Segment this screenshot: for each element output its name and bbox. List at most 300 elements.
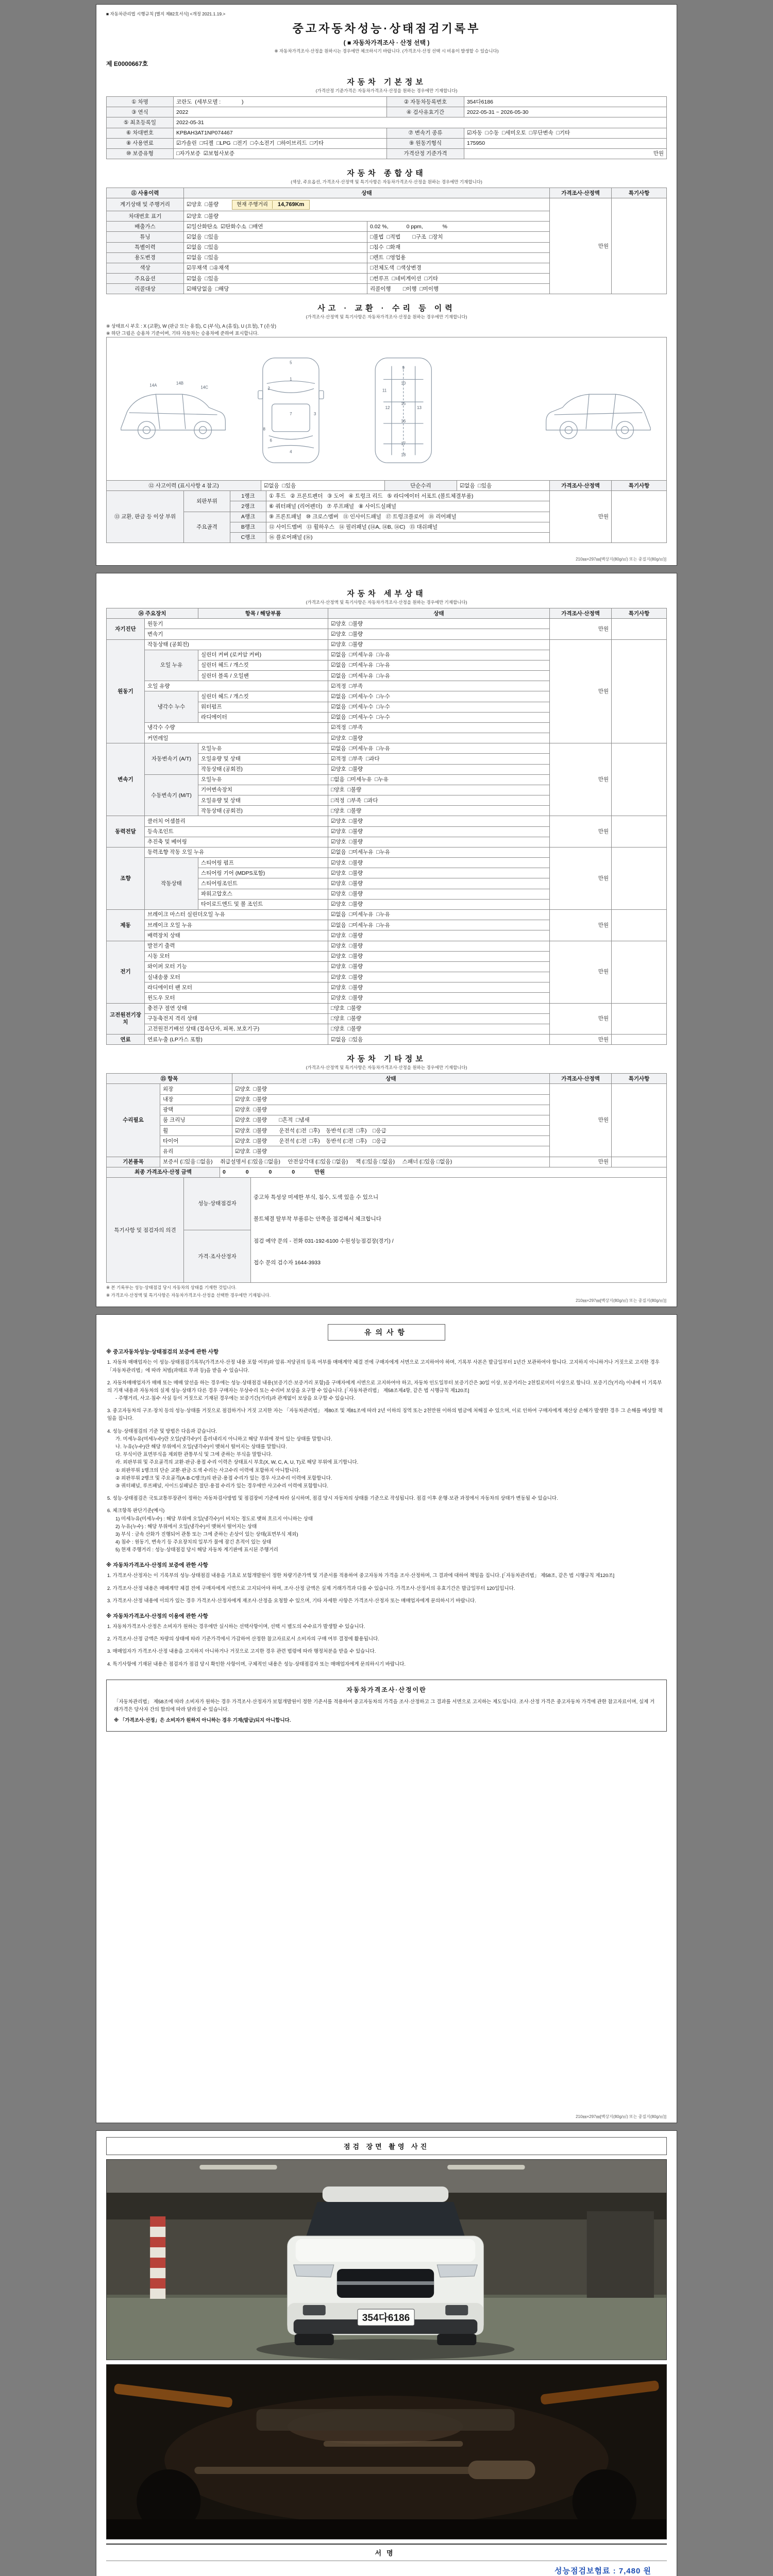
price-amount: 만원 (550, 816, 612, 848)
status-checkbox-group: ☑없음 □미세누유 □누유 (328, 743, 550, 754)
column-header: ⑮ 항목 (107, 1074, 232, 1084)
item-label: 오일누유 (198, 743, 328, 754)
opinion-label: 특기사항 및 점검자의 의견 (107, 1177, 184, 1282)
field-value: 175950 (464, 138, 667, 148)
status-checkbox-group: ☑양호 □불량 (328, 982, 550, 993)
page-note: ※ 본 기록부는 성능·상태점검 당시 자동차의 상태를 기재한 것입니다. (106, 1285, 237, 1291)
opinion-line: 볼트체결 탈부착 부품류는 안쪽을 점검해서 체크합니다 (254, 1216, 381, 1223)
notice-item: 2. 자동차매매업자가 매매 또는 매매 알선을 하는 경우에는 성능·상태점검 내용(보증기간·보증거리 포함)을 구매자에게 서면으로 고지하여야 하고, 자동차 인도일부터 보증기간은 30일 이상, 보증거리는 2천킬로미터 이상으로 합니다. 보증기간(거리) 이내에 이 기록부의 기재 내용과 자동차의 실제 성능·상태가 다른 경우 구매자는 무상수리 또는 수리비 보상을 요구할 수 있습니다. [「자동차관리법」 제58조제4항, 같은 법 시행규칙 제120조] - 주행거리, 사고·침수 사실 등이 거짓으로 기재된 경우에는 보증기간(거리)과 관계없이 보상을 요구할 수 있습니다. (107, 1380, 662, 1402)
status-checkbox-group: ☑양호 □불량 (328, 629, 550, 639)
table-header-row (107, 608, 667, 619)
inspection-photo-underbody (106, 2364, 667, 2539)
notice-item: 4. 성능·상태점검의 기준 및 방법은 다음과 같습니다. 가. 미세누유(미세누수)란 오일(냉각수)이 흘러내리지 아니하고 해당 부위에 젖어 있는 상태를 말합니다. 나. 누유(누수)란 해당 부위에서 오일(냉각수)이 맺혀서 떨어지는 상태를 말합니다. 다. 부식이란 표면부식을 제외한 관통부식 및 그에 준하는 부식을 말합니다. 라. 외판부위 및 주요골격의 교환·판금·용접 수리 이력은 상태표시 부호(X, W, C, A, U, T)로 해당 부위에 표기합니다. ① 외판부위 1랭크의 단순 교환·판금·도색 수리는 사고수리 이력에 포함하지 아니합니다. ② 외판부위 2랭크 및 주요골격(A·B·C랭크)의 판금·용접 수리가 있는 경우 사고수리 이력에 포함합니다. ③ 쿼터패널, 루프패널, 사이드실패널은 절단·용접 수리가 있는 경우에만 사고수리 이력에 포함합니다. (107, 1428, 359, 1489)
item-label: 작동상태 (공회전) (198, 806, 328, 816)
item-label: 배출가스 (107, 222, 184, 232)
detail-row (107, 743, 667, 754)
detail-section-note: (가격조사·산정액 및 특기사항은 자동차가격조사·산정을 원하는 경우에만 기재합니다) (306, 600, 467, 605)
item-label: 윈도우 모터 (145, 993, 328, 1003)
car-side-view-right (546, 395, 650, 439)
final-price-unit: 만원 (314, 1169, 325, 1176)
table-row (107, 97, 667, 107)
status-checkbox-group: ☑없음 □미세누유 □누유 (328, 909, 550, 920)
table-row (107, 1177, 667, 1230)
notice-item: 5. 성능·상태점검은 국토교통부장관이 정하는 자동차검사방법 및 점검장비 기준에 따라 실시하며, 점검 당시 자동차의 상태를 기준으로 작성됩니다. 점검 이후 운행·보관 과정에서 자동차의 상태가 변동될 수 있습니다. (107, 1496, 558, 1502)
item-label: 작동상태 (공회전) (198, 764, 328, 774)
page-3 (96, 1314, 677, 2123)
notice-item: 6. 체크항목 판단기준(예시) 1) 미세누유(미세누수) : 해당 부위에 오일(냉각수)이 비치는 정도로 맺혀 흐르지 아니하는 상태 2) 누유(누수) : 해당 부위에서 오일(냉각수)이 맺혀서 떨어지는 상태 3) 부식 : 금속 산화가 진행되어 관통 또는 그에 준하는 손상이 있는 상태(표면부식 제외) 4) 침수 : 원동기, 변속기 등 주요장치의 일부가 물에 잠긴 흔적이 있는 상태 5) 현재 주행거리 : 성능·상태점검 당시 해당 자동차 계기판에 표시된 주행거리 (107, 1508, 313, 1553)
mileage-value: 14,769Km (277, 201, 305, 208)
detail-row (107, 1035, 667, 1045)
price-amount: 만원 (550, 619, 612, 639)
group-label: 기본품목 (107, 1157, 160, 1167)
item-label: 와이퍼 모터 기능 (145, 961, 328, 972)
item-label: 스티어링조인트 (198, 878, 328, 889)
field-label: ⑧ 사용연료 (107, 138, 174, 148)
item-label: 튜닝 (107, 232, 184, 242)
checkbox-group: □불법 □적법 □구조 □장치 (367, 232, 550, 242)
column-header: 가격조사·산정액 (550, 608, 612, 619)
signature-section (106, 2544, 667, 2561)
status-checkbox-group: ☑양호 □불량 (328, 961, 550, 972)
diagram-part-number: 6 (270, 438, 272, 443)
field-label: ③ 연식 (107, 107, 174, 117)
detail-status-table (106, 608, 667, 1045)
mileage-label: 현재 주행거리 (232, 201, 273, 209)
sub-label: 수동변속기 (M/T) (145, 774, 198, 816)
field-label: ⑩ 보증유형 (107, 148, 174, 159)
checkbox-group: ☑없음 □있음 (184, 274, 367, 284)
note-cell (612, 639, 667, 743)
note-cell (612, 816, 667, 848)
field-value: 2022-05-31 (174, 117, 667, 128)
diagram-legend: ※ 하단 그림은 승용차 기준이며, 기타 자동차는 승용차에 준하여 표시합니다. (106, 331, 259, 336)
accident-section-note: (가격조사·산정액 및 특기사항은 자동차가격조사·산정을 원하는 경우에만 기재합니다) (306, 314, 467, 320)
overall-section-note: (색상, 주요옵션, 가격조사·산정액 및 특기사항은 자동차가격조사·산정을 원하는 경우에만 기재합니다) (291, 179, 482, 185)
item-label: 라디에이터 팬 모터 (145, 982, 328, 993)
note-cell (612, 619, 667, 639)
status-checkbox-group: ☑양호 □불량 (328, 816, 550, 826)
column-header: 가격조사·산정액 (550, 481, 612, 491)
price-amount: 만원 (550, 1035, 612, 1045)
checkbox-group: ☑양호 □불량 (187, 201, 219, 208)
diagram-part-number: 15 (401, 401, 406, 406)
group-label: 제동 (107, 909, 145, 941)
status-code-legend: ※ 상태표시 부호 : X (교환), W (판금 또는 용접), C (부식), A (흠집), U (요철), T (손상) (106, 324, 276, 329)
accident-rank-table (106, 490, 667, 543)
fee-value: 7,480 원 (618, 2567, 651, 2576)
note-cell (612, 198, 667, 294)
signature-title: 서명 (375, 2549, 398, 2557)
field-label: ⑦ 변속기 종류 (387, 128, 464, 138)
notice-section-title: ※ 자동차가격조사·산정의 이용에 관한 사항 (106, 1613, 208, 1620)
checkbox-group: ☑없음 □있음 (457, 481, 550, 491)
item-label: 워터펌프 (198, 702, 328, 712)
checkbox-group: □렌트 □영업용 (367, 252, 550, 263)
item-label: 기어변속장치 (198, 785, 328, 795)
item-label: 유리 (160, 1146, 232, 1157)
item-label: 파워고압호스 (198, 889, 328, 899)
status-checkbox-group: ☑양호 □불량 (232, 1084, 550, 1094)
sub-label: 오일 누유 (145, 650, 198, 681)
notice-title-bar (106, 1324, 667, 1341)
status-checkbox-group: ☑양호 □불량 (232, 1094, 550, 1105)
column-header: 상태 (328, 608, 550, 619)
notice-section-title: ※ 중고자동차성능·상태점검의 보증에 관한 사항 (106, 1349, 219, 1355)
item-label: 시동 모터 (145, 951, 328, 961)
field-label: ⑥ 차대번호 (107, 128, 174, 138)
notice-item: 3. 중고자동차의 구조·장치 등의 성능·상태를 거짓으로 점검하거나 거짓 고지한 자는 「자동차관리법」 제80조 및 제81조에 따라 2년 이하의 징역 또는 2천만원 이하의 벌금에 처해질 수 있으며, 이로 인하여 구매자에게 재산상 손해가 발생한 경우 그 손해를 배상할 책임을 집니다. (107, 1408, 663, 1422)
status-checkbox-group: ☑양호 □불량 (328, 639, 550, 650)
car-bottom-view (375, 358, 431, 463)
part-list: ⑯ 플로어패널 (⑯) (266, 532, 550, 543)
item-label: 보증서 (□있음 □없음) 취급설명서 (□있음 □없음) 안전삼각대 (□있음 □없음) 잭 (□있음 □없음) 스패너 (□있음 □없음) (160, 1157, 550, 1167)
price-amount: 만원 (550, 743, 612, 816)
etc-section-title: 자동차 기타정보 (347, 1055, 426, 1064)
item-label: 충전구 절연 상태 (145, 1003, 328, 1013)
price-amount: 만원 (550, 909, 612, 941)
insurance-fee (554, 2567, 651, 2575)
detail-row (107, 816, 667, 826)
status-checkbox-group: ☑양호 □불량 (328, 826, 550, 837)
item-label: 용도변경 (107, 252, 184, 263)
price-amount: 만원 (464, 148, 667, 159)
diagram-part-number: 14A (149, 383, 157, 388)
notice-item: 3. 매매업자가 가격조사·산정 내용을 고지하지 아니하거나 거짓으로 고지한 경우 관련 법령에 따라 행정처분을 받을 수 있습니다. (107, 1649, 376, 1655)
field-value: 354다6186 (464, 97, 667, 107)
note-cell (612, 1157, 667, 1167)
price-amount: 만원 (550, 1157, 612, 1167)
diagram-part-number: 2 (267, 386, 270, 391)
item-label: 실린더 블록 / 오일팬 (198, 671, 328, 681)
checkbox-group: ☑없음 □있음 (261, 481, 385, 491)
rank-label: 2랭크 (230, 501, 266, 512)
field-value: KPBAH3AT1NP074467 (174, 128, 387, 138)
part-list: ⑨ 프론트패널 ⑩ 크로스멤버 ⑪ 인사이드패널 ⑰ 트렁크플로어 ⑱ 리어패널 (266, 512, 550, 522)
column-header: 상태 (232, 1074, 550, 1084)
page-2 (96, 573, 677, 1307)
status-checkbox-group: ☑양호 □불량 (328, 837, 550, 847)
item-label: 스티어링 기어 (MDPS포함) (198, 868, 328, 878)
group-label: 주요골격 (184, 512, 230, 543)
sub-label: 냉각수 누수 (145, 691, 198, 723)
paper-spec: 210㎜×297㎜[백상지(80g/㎡) 또는 중질지(80g/㎡)] (576, 1298, 666, 1303)
group-label: 연료 (107, 1035, 145, 1045)
field-label: ② 자동차등록번호 (387, 97, 464, 107)
item-label: 브레이크 마스터 실린더오일 누유 (145, 909, 328, 920)
status-checkbox-group: □양호 □불량 (328, 1013, 550, 1024)
status-checkbox-group: ☑없음 □미세누유 □누유 (328, 847, 550, 857)
checkbox-group: □전체도색 □색상변경 (367, 263, 550, 273)
item-label: 스티어링 펌프 (198, 858, 328, 868)
status-checkbox-group: ☑양호 □불량 (328, 878, 550, 889)
diagram-part-number: 11 (382, 388, 387, 393)
diagram-part-number: 5 (290, 360, 292, 365)
overall-status-table (106, 188, 667, 294)
status-checkbox-group: ☑없음 □있음 (328, 1035, 550, 1045)
notice-item: 2. 가격조사·산정 금액은 차량의 상태에 따라 기준가격에서 가감하여 산정한 참고자료로서 소비자의 구매 여부 결정에 활용됩니다. (107, 1636, 379, 1642)
accident-history-table (106, 480, 667, 491)
opinion-table (106, 1177, 667, 1283)
item-label: 주요옵션 (107, 274, 184, 284)
sub-label: 작동상태 (145, 858, 198, 910)
status-checkbox-group: ☑양호 □불량 (328, 733, 550, 743)
inspection-photo-underbody-svg (107, 2365, 666, 2539)
paper-spec: 210㎜×297㎜[백상지(80g/㎡) 또는 중질지(80g/㎡)] (576, 2114, 666, 2120)
license-plate: 354다6186 (362, 2313, 410, 2324)
item-label: 내장 (160, 1094, 232, 1105)
note-cell (612, 847, 667, 909)
note-cell (612, 1035, 667, 1045)
notice-item: 1. 자동차 매매업자는 이 성능·상태점검기록부(가격조사·산정 내용 포함 여부)와 압류·저당권의 등록 여부를 매매계약 체결 전에 구매자에게 서면으로 고지하여야 하며, 기록부 사본은 발급일부터 1년간 보관하여야 합니다. 고지하지 아니하거나 거짓으로 고지한 경우 「자동차관리법」에 따라 처벌(과태료 부과 등)을 받을 수 있습니다. (107, 1360, 660, 1374)
appraiser-role-label: 가격·조사산정자 (184, 1230, 251, 1283)
table-row (107, 1167, 667, 1177)
status-checkbox-group: ☑양호 □불량 (328, 889, 550, 899)
detail-row (107, 847, 667, 857)
column-header: 항목 / 해당부품 (198, 608, 328, 619)
diagram-part-number: 17 (401, 441, 406, 446)
diagram-part-number: 1 (290, 377, 292, 382)
striped-pillar (150, 2216, 165, 2299)
document-number: 제 E0000667호 (106, 60, 148, 67)
status-checkbox-group: ☑양호 □불량 (328, 619, 550, 629)
item-label: 실린더 헤드 / 개스킷 (198, 660, 328, 670)
status-checkbox-group: ☑적정 □부족 □과다 (328, 754, 550, 764)
item-label: 광택 (160, 1105, 232, 1115)
field-value: 코란도 (세부모델 : ) (174, 97, 387, 107)
inspector-opinion (251, 1177, 667, 1282)
status-checkbox-group: ☑양호 □불량 (328, 993, 550, 1003)
item-label: 타이어 (160, 1136, 232, 1146)
inspector-role-label: 성능·상태점검자 (184, 1177, 251, 1230)
diagram-part-number: 10 (401, 381, 406, 386)
notice-section-title: ※ 자동차가격조사·산정의 보증에 관한 사항 (106, 1562, 208, 1569)
status-checkbox-group: ☑적정 □부족 (328, 722, 550, 733)
group-label: 원동기 (107, 639, 145, 743)
rank-label: A랭크 (230, 512, 266, 522)
etc-section-note: (가격조사·산정액 및 특기사항은 자동차가격조사·산정을 원하는 경우에만 기재합니다) (306, 1065, 467, 1071)
status-checkbox-group: ☑없음 □미세누수 □누수 (328, 702, 550, 712)
rank-label: 1랭크 (230, 491, 266, 501)
accident-diagram-table (106, 337, 667, 481)
diagram-part-number: 8 (263, 427, 265, 432)
checkbox-group: ☑자동 □수동 □세미오토 □무단변속 □기타 (464, 128, 667, 138)
group-label: 변속기 (107, 743, 145, 816)
table-row (107, 138, 667, 148)
item-label: 휠 (160, 1126, 232, 1136)
notice-item: 1. 자동차가격조사·산정은 소비자가 원하는 경우에만 실시하는 선택사항이며, 선택 시 별도의 수수료가 발생할 수 있습니다. (107, 1624, 365, 1630)
status-checkbox-group: ☑양호 □불량 (328, 899, 550, 909)
status-checkbox-group: ☑양호 □불량 (328, 951, 550, 961)
final-price-label: 최종 가격조사·산정 금액 (107, 1167, 220, 1177)
sub-label: 자동변속기 (A/T) (145, 743, 198, 775)
checkbox-group: □자가보증 ☑보험사보증 (174, 148, 387, 159)
etc-row (107, 1157, 667, 1167)
inspection-photo-front-svg (107, 2160, 666, 2360)
column-header: 가격조사·산정액 (550, 1074, 612, 1084)
detail-row (107, 909, 667, 920)
notice-list-3 (106, 1623, 667, 1668)
status-checkbox-group: □없음 □미세누유 □누유 (328, 774, 550, 785)
car-top-view (258, 358, 324, 463)
table-row (107, 107, 667, 117)
etc-row (107, 1084, 667, 1094)
detail-section-title: 자동차 세부상태 (347, 589, 426, 598)
rank-label: B랭크 (230, 522, 266, 532)
field-value: 2022-05-31 ~ 2026-05-30 (464, 107, 667, 117)
detail-row (107, 619, 667, 629)
checkbox-group: ☑해당없음 □해당 (184, 284, 367, 294)
table-row (107, 198, 667, 211)
checkbox-group: ☑무채색 □유채색 (184, 263, 367, 273)
item-label: 연료누출 (LP가스 포함) (145, 1035, 328, 1045)
note-cell (612, 909, 667, 941)
notice-item: 3. 가격조사·산정 내용에 이의가 있는 경우 가격조사·산정자에게 재조사·산정을 요청할 수 있으며, 기타 자세한 사항은 가격조사·산정자 또는 매매업자에게 문의하시기 바랍니다. (107, 1598, 476, 1604)
checkbox-group: ☑양호 □불량 (184, 211, 550, 222)
diagram-part-number: 9 (402, 365, 405, 370)
etc-tbody (107, 1084, 667, 1167)
current-mileage-box (232, 200, 310, 210)
photo-title-text: 점검 장면 촬영 사진 (343, 2143, 430, 2151)
notice-item: 1. 가격조사·산정자는 이 기록부의 성능·상태점검 내용을 기초로 보험개발원이 정한 차량기준가액 및 기준서를 적용하여 중고자동차 가격을 조사·산정하며, 그 결과에 대하여 책임을 집니다. [「자동차관리법」 제58조, 같은 법 시행규칙 제120조] (107, 1573, 615, 1579)
group-label: 고전원전기장치 (107, 1003, 145, 1035)
status-checkbox-group: □적정 □부족 □과다 (328, 795, 550, 806)
checkbox-group: 리콜이행 □이행 □미이행 (367, 284, 550, 294)
price-amount: 만원 (550, 941, 612, 1003)
field-label: ⑨ 원동기형식 (387, 138, 464, 148)
price-amount: 만원 (550, 847, 612, 909)
photo-section-title (106, 2137, 667, 2155)
price-amount: 만원 (550, 1084, 612, 1157)
car-diagram-svg (109, 353, 664, 469)
diagram-part-number: 4 (290, 449, 292, 454)
group-label: 자기진단 (107, 619, 145, 639)
column-header: 특기사항 (612, 608, 667, 619)
page-note: ※ 가격조사·산정액 및 특기사항은 자동차가격조사·산정을 선택한 경우에만 기재됩니다. (106, 1293, 271, 1298)
notice-list-2 (106, 1572, 667, 1605)
item-label: 실내송풍 모터 (145, 972, 328, 982)
status-checkbox-group: ☑양호 □불량 운전석 (□전 □후) 동반석 (□전 □후) □응급 (232, 1126, 550, 1136)
checkbox-group: ☑가솔린 □디젤 □LPG □전기 □수소전기 □하이브리드 □기타 (174, 138, 387, 148)
item-label: 계기상태 및 주행거리 (107, 198, 184, 211)
diagram-part-number: 12 (385, 405, 390, 411)
item-label: 커먼레일 (145, 733, 328, 743)
group-label: 외판부위 (184, 491, 230, 512)
basic-info-table (106, 96, 667, 159)
accident-section-title: 사고 · 교환 · 수리 등 이력 (317, 304, 456, 313)
item-label: 오일유량 및 상태 (198, 795, 328, 806)
item-label: 단순수리 (385, 481, 457, 491)
item-label: 차대번호 표기 (107, 211, 184, 222)
price-amount: 만원 (550, 1003, 612, 1035)
page-1 (96, 4, 677, 566)
column-header: 가격조사·산정액 (550, 188, 612, 198)
item-label: ⑬ 교환, 판금 등 이상 부위 (107, 491, 184, 543)
column-header: 특기사항 (612, 1074, 667, 1084)
car-diagram (107, 337, 667, 481)
part-list: ① 후드 ② 프론트펜더 ③ 도어 ④ 트렁크 리드 ⑤ 라디에이터 서포트 (볼트체결부품) (266, 491, 550, 501)
item-label: 라디에이터 (198, 712, 328, 722)
checkbox-group: □썬루프 □네비게이션 □기타 (367, 274, 550, 284)
final-price-digits: 0 0 0 0 (223, 1169, 305, 1176)
item-label: 발전기 출력 (145, 941, 328, 951)
status-checkbox-group: ☑없음 □미세누수 □누수 (328, 712, 550, 722)
checkbox-group: ☑없음 □있음 (184, 232, 367, 242)
item-label: 작동상태 (공회전) (145, 639, 328, 650)
basic-section-note: (가격산정 기준가격은 자동차가격조사·산정을 원하는 경우에만 기재합니다) (315, 88, 458, 93)
price-definition-note: ※ 「가격조사·산정」은 소비자가 원하지 아니하는 경우 기재(발급)되지 아니합니다. (114, 1718, 291, 1724)
status-checkbox-group: ☑없음 □미세누유 □누유 (328, 671, 550, 681)
checkbox-group: ☑없음 □있음 (184, 242, 367, 252)
field-label: ⑤ 최초등록일 (107, 117, 174, 128)
group-label: 조향 (107, 847, 145, 909)
status-checkbox-group: ☑양호 □불량 (232, 1105, 550, 1115)
price-definition-box (106, 1680, 667, 1732)
item-label: 브레이크 오일 누유 (145, 920, 328, 930)
status-checkbox-group: ☑양호 □불량 (328, 868, 550, 878)
etc-info-table (106, 1073, 667, 1167)
item-label: 추진축 및 베어링 (145, 837, 328, 847)
status-checkbox-group: □양호 □불량 (328, 806, 550, 816)
diagram-part-number: 18 (401, 452, 406, 457)
final-price-table (106, 1167, 667, 1178)
field-label: ④ 검사유효기간 (387, 107, 464, 117)
opinion-line: 점검 예약 문의 - 전화 031-192-6100 수원성능점검장(경기) / (254, 1238, 394, 1244)
emission-values: 0.02 %, 0 ppm, % (367, 222, 550, 232)
field-label: ① 차명 (107, 97, 174, 107)
detail-tbody (107, 619, 667, 1045)
item-label: 타이로드엔드 및 볼 조인트 (198, 899, 328, 909)
status-cell (184, 198, 550, 211)
checkbox-group: ☑없음 □있음 (184, 252, 367, 263)
note-cell (612, 491, 667, 543)
opinion-line: 접수 문의 검수자 1644-3933 (254, 1260, 321, 1266)
item-label: 룸 크리닝 (160, 1115, 232, 1125)
table-row (107, 117, 667, 128)
price-amount: 만원 (550, 639, 612, 743)
table-row (107, 481, 667, 491)
item-label: 고전원전기배선 상태 (접속단자, 피복, 보호기구) (145, 1024, 328, 1034)
form-reference: ■ 자동차관리법 시행규칙 [별지 제82호서식] <개정 2021.1.19.> (106, 11, 226, 16)
status-checkbox-group: ☑양호 □불량 □흔적 □냄새 (232, 1115, 550, 1125)
item-label: 오일누유 (198, 774, 328, 785)
part-list: ⑫ 사이드멤버 ⑬ 휠하우스 ⑭ 필러패널 (⑭A, ⑭B, ⑭C) ⑮ 대쉬패널 (266, 522, 550, 532)
column-header: 상태 (184, 188, 550, 198)
status-checkbox-group: ☑양호 □불량 (328, 930, 550, 941)
item-label: 클러치 어셈블리 (145, 816, 328, 826)
detail-row (107, 1003, 667, 1013)
final-price-value (220, 1167, 667, 1177)
paper-spec: 210㎜×297㎜[백상지(80g/㎡) 또는 중질지(80g/㎡)] (576, 557, 666, 562)
fee-label: 성능점검보험료 : (554, 2567, 616, 2576)
table-row (107, 491, 667, 501)
checkbox-group: □침수 □화재 (367, 242, 550, 252)
status-checkbox-group: ☑양호 □불량 (328, 941, 550, 951)
item-label: 색상 (107, 263, 184, 273)
price-survey-note: ※ 자동차가격조사·산정을 원하시는 경우에만 체크하시기 바랍니다. (가격조사·산정 선택 시 비용이 발생할 수 있습니다) (274, 48, 499, 54)
item-label: ⑫ 사고이력 (표시사항 4 참고) (107, 481, 261, 491)
basic-section-title: 자동차 기본정보 (347, 78, 426, 87)
price-definition-title: 자동차가격조사·산정이란 (346, 1686, 427, 1693)
item-label: 배력장치 상태 (145, 930, 328, 941)
status-checkbox-group: ☑적정 □부족 (328, 681, 550, 691)
diagram-part-number: 7 (290, 412, 292, 417)
status-checkbox-group: ☑양호 □불량 (328, 972, 550, 982)
item-label: 냉각수 수량 (145, 722, 328, 733)
status-checkbox-group: □양호 □불량 (328, 1024, 550, 1034)
status-checkbox-group: □양호 □불량 (328, 785, 550, 795)
note-cell (612, 1003, 667, 1035)
column-header: ⑪ 사용이력 (107, 188, 184, 198)
